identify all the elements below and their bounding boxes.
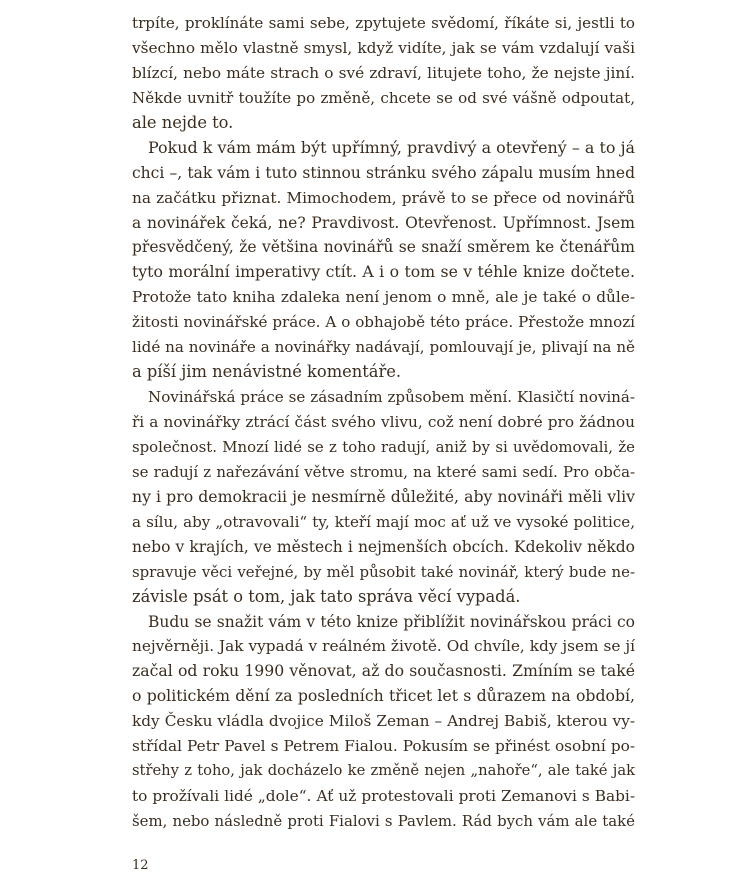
text-line: ři a novinářky ztrácí část svého vlivu, což není dobré pro žádnou <box>132 413 635 431</box>
text-line: chci –, tak vám i tuto stinnou stránku svého zápalu musím hned <box>132 163 635 182</box>
text-line: střehy z toho, jak docházelo ke změně nejen „nahoře“, ale také jak <box>132 762 635 780</box>
text-line: přesvědčený, že většina novinářů se snaží směrem ke čtenářům <box>132 238 635 257</box>
text-line: se radují z nařezávání větve stromu, na které sami sedí. Pro obča- <box>132 462 635 481</box>
paragraph <box>132 385 635 609</box>
text-line: ny i pro demokracii je nesmírně důležité, aby novináři měli vliv <box>132 486 635 506</box>
text-line: a novinářek čeká, ne? Pravdivost. Otevřenost. Upřímnost. Jsem <box>132 213 635 232</box>
page-number: 12 <box>132 858 149 873</box>
text-line: o politickém dění za posledních třicet let s důrazem na období, <box>132 686 635 706</box>
text-line: Pokud k vám mám být upřímný, pravdivý a otevřený – a to já <box>148 137 635 157</box>
text-line: žitosti novinářské práce. A o obhajobě této práce. Přestože mnozí <box>132 313 635 332</box>
body-text <box>132 11 635 834</box>
text-line: Protože tato kniha zdaleka není jenom o mně, ale je také o důle- <box>132 288 635 307</box>
text-line: Budu se snažit vám v této knize přiblížit novinářskou práci co <box>148 612 635 631</box>
text-line: na začátku přiznat. Mimochodem, právě to se přece od novinářů <box>132 188 635 207</box>
text-line: nebo v krajích, ve městech i nejmenších obcích. Kdekoliv někdo <box>132 537 635 556</box>
text-line: trpíte, proklínáte sami sebe, zpytujete svědomí, říkáte si, jestli to <box>132 14 635 32</box>
text-line: šem, nebo následně proti Fialovi s Pavlem. Rád bych vám ale také <box>132 812 635 830</box>
text-line: střídal Petr Pavel s Petrem Fialou. Pokusím se přinést osobní po- <box>132 737 635 756</box>
text-line: lidé na novináře a novinářky nadávají, pomlouvají je, plivají na ně <box>132 338 635 357</box>
text-line: ale nejde to. <box>132 112 234 132</box>
text-line: kdy Česku vládla dvojice Miloš Zeman – Andrej Babiš, kterou vy- <box>132 712 635 731</box>
text-line: spravuje věci veřejné, by měl působit také novinář, který bude ne- <box>132 562 635 581</box>
paragraph <box>132 136 635 385</box>
text-line: blízcí, nebo máte strach o své zdraví, litujete toho, že nejste jiní. <box>132 63 635 82</box>
text-line: začal od roku 1990 věnovat, až do současnosti. Zmíním se také <box>132 661 635 681</box>
text-line: a sílu, aby „otravovali“ ty, kteří mají moc ať už ve vysoké politice, <box>132 512 635 531</box>
text-line: Někde uvnitř toužíte po změně, chcete se od své vášně odpoutat, <box>132 88 635 107</box>
paragraph <box>132 610 635 834</box>
text-line: a píší jim nenávistné komentáře. <box>132 362 402 382</box>
text-line: všechno mělo vlastně smysl, když vidíte, jak se vám vzdalují vaši <box>132 38 635 57</box>
text-line: to prožívali lidé „dole“. Ať už protestovali proti Zemanovi s Babi- <box>132 787 635 806</box>
text-line: společnost. Mnozí lidé se z toho radují, aniž by si uvědomovali, že <box>132 437 635 456</box>
text-line: závisle psát o tom, jak tato správa věcí vypadá. <box>132 586 521 606</box>
paragraph <box>132 11 635 136</box>
text-line: Novinářská práce se zásadním způsobem mění. Klasičtí noviná- <box>148 388 635 407</box>
text-line: nejvěrněji. Jak vypadá v reálném životě. Od chvíle, kdy jsem se jí <box>132 637 635 656</box>
text-line: tyto morální imperativy ctít. A i o tom se v téhle knize dočtete. <box>132 262 635 282</box>
